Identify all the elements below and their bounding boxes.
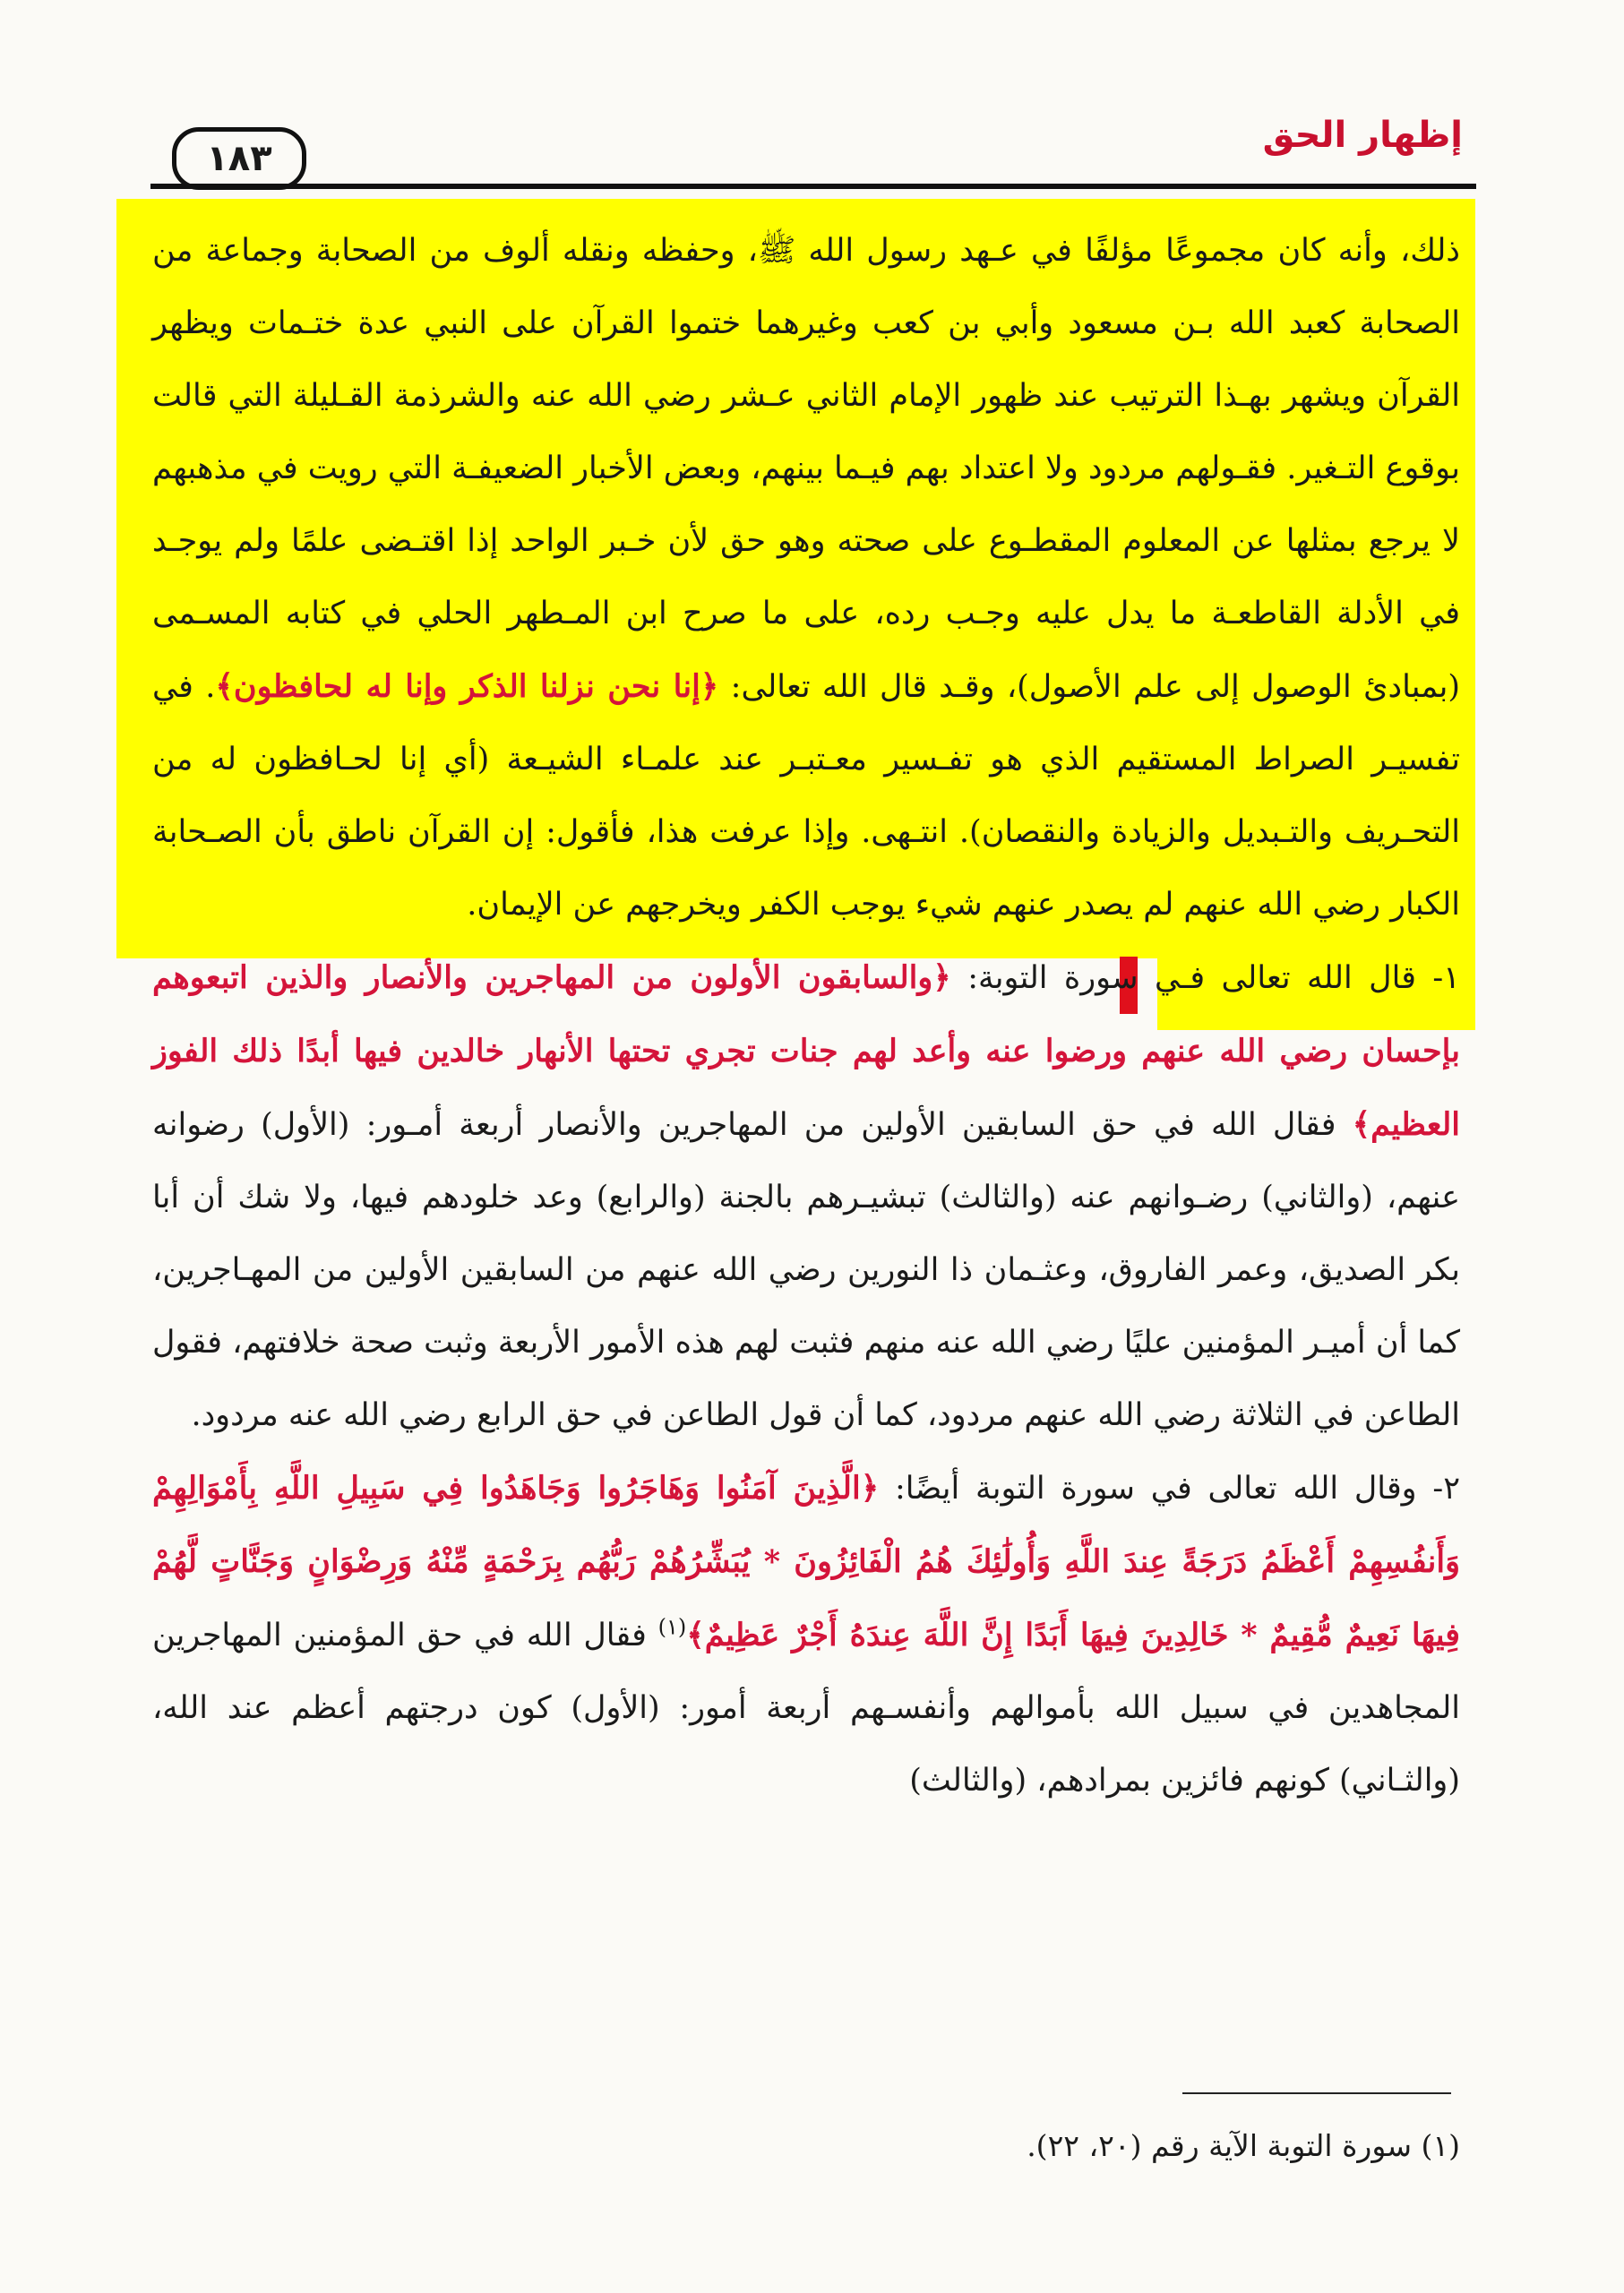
paragraph-3 <box>152 1452 1460 1817</box>
page-number: ١٨٣ <box>172 127 306 190</box>
paragraph-1-text: ذلك، وأنه كان مجموعًا مؤلفًا في عـهد رسول الله ﷺ، وحفظه ونقله ألوف من الصحابة وجماعة من الصحابة كعبد الله بـن مسعود وأبي بن كعب وغيرهما ختموا القرآن على النبي عدة ختـمات ويظهر القرآن ويشهر بهـذا الترتيب عند ظهور الإمام الثاني عـشر رضي الله عنه والشرذمة القـليلة التي قالت بوقوع التـغير. فقـولهم مردود ولا اعتداد بهم فيـما بينهم، وبعض الأخبار الضعيفـة التي رويت في مذهبهم لا يرجع بمثلها عن المعلوم المقطـوع على صحته وهو حق لأن خـبر الواحد إذا اقتـضى علمًا ولم يوجـد في الأدلة القاطعـة ما يدل عليه وجـب رده، على ما صرح ابن المـطهر الحلي في كتابه المسـمى (بمبادئ الوصول إلى علم الأصول)، وقـد قال الله تعالى: <box>152 233 1460 705</box>
body-text <box>152 215 1460 1817</box>
paragraph-1-continuation: . في تفسيـر الصراط المستقيم الذي هو تفـسير معـتبـر عند علمـاء الشيـعة (أي إنا لحـافظون له من التحـريف والتـبديل والزيادة والنقصان). انتـهى. وإذا عرفت هذا، فأقول: إن القرآن ناطق بأن الصـحابة الكبار رضي الله عنهم لم يصدر عنهم شيء يوجب الكفر ويخرجهم عن الإيمان. <box>152 669 1460 923</box>
paragraph-3-intro: ٢- وقال الله تعالى في سورة التوبة أيضًا: <box>895 1471 1460 1507</box>
paragraph-3-continuation: فقال الله في حق المؤمنين المهاجرين المجاهدين في سبيل الله بأموالهم وأنفسـهم أربعة أمور: (الأول) كون درجتهم أعظم عند الله، (والثـاني) كونهم فائزين بمرادهم، (والثالث) <box>152 1618 1460 1799</box>
footnote-reference[interactable]: (١) <box>657 1614 687 1640</box>
paragraph-2 <box>152 941 1460 1452</box>
footnote-rule <box>1182 2092 1451 2094</box>
header-rule <box>150 184 1476 189</box>
running-title: إظهار الحق <box>1262 115 1463 156</box>
paragraph-2-intro: ١- قال الله تعالى فـي سورة التوبة: <box>967 960 1460 996</box>
paragraph-1 <box>152 215 1460 941</box>
footnote: (١) سورة التوبة الآية رقم (٢٠، ٢٢). <box>1027 2128 1460 2163</box>
paragraph-2-continuation: فقال الله في حق السابقين الأولين من المهاجرين والأنصار أربعة أمـور: (الأول) رضوانه عنهم، (والثاني) رضـوانهم عنه (والثالث) تبشيـرهم بالجنة (والرابع) وعد خلودهم فيها، ولا شك أن أبا بكر الصديق، وعمر الفاروق، وعثـمان ذا النورين رضي الله عنهم من السابقين الأولين من المهـاجرين، كما أن أميـر المؤمنين عليًا رضي الله عنه منهم فثبت لهم هذه الأمور الأربعة وثبت صحة خلافتهم، فقول الطاعن في الثلاثة رضي الله عنهم مردود، كما أن قول الطاعن في حق الرابع رضي الله عنه مردود. <box>152 1107 1460 1433</box>
verse-tawbah-100: ﴿والسابقون الأولون من المهاجرين والأنصار والذين اتبعوهم بإحسان رضي الله عنهم ورضوا عنه وأعد لهم جنات تجري تحتها الأنهار خالدين فيها أبدًا ذلك الفوز العظيم﴾ <box>152 959 1460 1143</box>
verse-tawbah-20-22: ﴿الَّذِينَ آمَنُوا وَهَاجَرُوا وَجَاهَدُوا فِي سَبِيلِ اللَّهِ بِأَمْوَالِهِمْ وَأَنفُسِهِمْ أَعْظَمُ دَرَجَةً عِندَ اللَّهِ وَأُولَٰئِكَ هُمُ الْفَائِزُونَ * يُبَشِّرُهُمْ رَبُّهُم بِرَحْمَةٍ مِّنْهُ وَرِضْوَانٍ وَجَنَّاتٍ لَّهُمْ فِيهَا نَعِيمٌ مُّقِيمٌ * خَالِدِينَ فِيهَا أَبَدًا إِنَّ اللَّهَ عِندَهُ أَجْرٌ عَظِيمٌ﴾ <box>152 1470 1460 1653</box>
verse-al-hijr: ﴿إنا نحن نزلنا الذكر وإنا له لحافظون﴾ <box>215 668 719 705</box>
